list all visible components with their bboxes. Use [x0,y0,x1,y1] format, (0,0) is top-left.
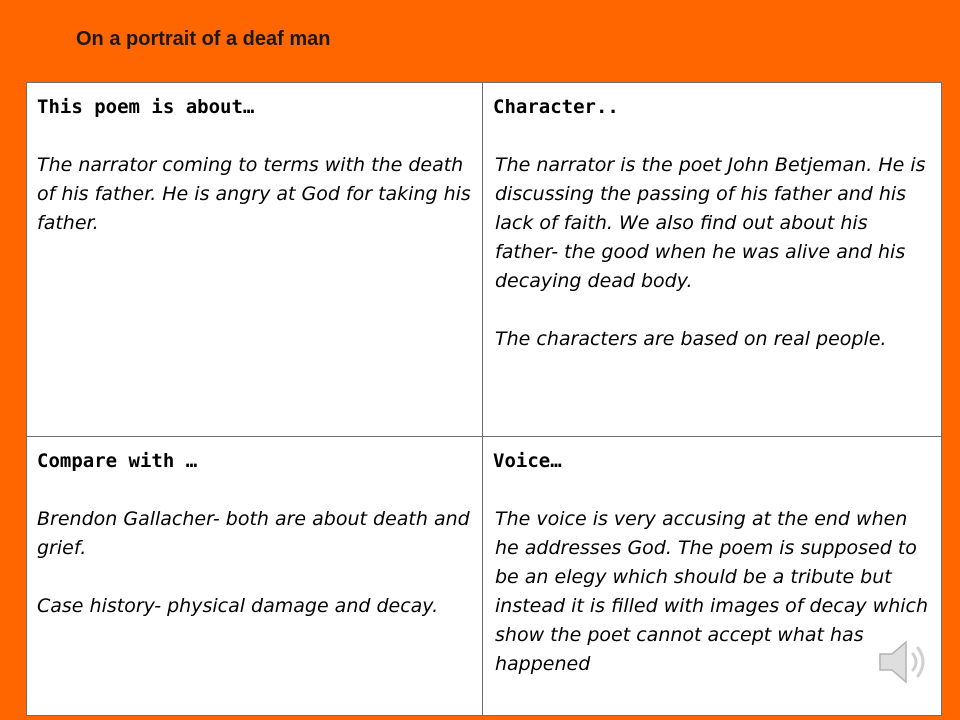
cell-character [483,83,941,437]
speaker-icon[interactable] [872,630,936,694]
cell-about [27,83,483,437]
cell-paragraph: The characters are based on real people. [495,328,887,350]
cell-body-voice [493,505,933,679]
cell-paragraph: The narrator is the poet John Betjeman. He is discussing the passing of his father and his lack of faith. We also find out about his father- the good when he was alive and his decaying dead body. [495,154,926,292]
cell-paragraph: Brendon Gallacher- both are about death and grief. [37,508,470,559]
cell-paragraph: Case history- physical damage and decay. [37,595,439,617]
cell-heading-character: Character.. [493,96,619,118]
cell-body-about [37,151,474,238]
cell-body-compare [37,505,474,621]
cell-heading-about: This poem is about… [37,96,255,118]
cell-compare [27,437,483,715]
cell-body-character [493,151,933,354]
poem-analysis-table [26,82,942,716]
cell-heading-voice: Voice… [493,450,562,472]
cell-paragraph: The voice is very accusing at the end when he addresses God. The poem is supposed to be an elegy which should be a tribute but instead it is filled with images of decay which show the poet cannot accept what has happened [495,508,929,675]
slide-title: On a portrait of a deaf man [76,28,331,50]
cell-heading-compare: Compare with … [37,450,198,472]
cell-paragraph: The narrator coming to terms with the death of his father. He is angry at God for taking his father. [37,154,471,234]
